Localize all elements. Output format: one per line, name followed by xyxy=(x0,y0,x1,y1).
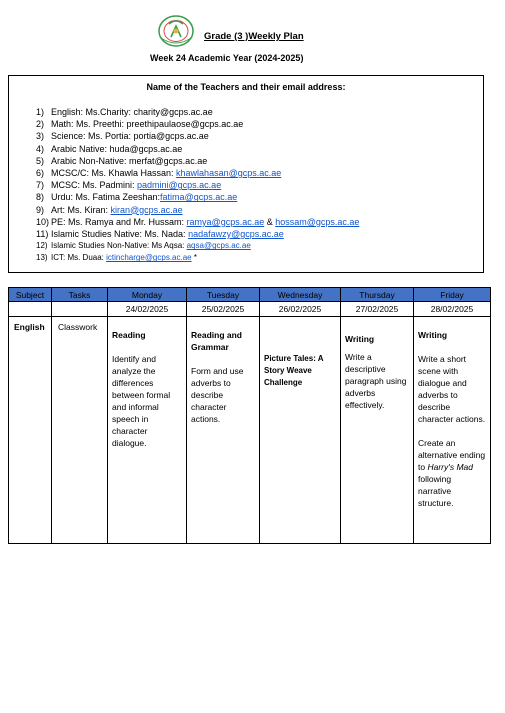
monday-cell xyxy=(108,317,187,544)
tuesday-cell xyxy=(187,317,260,544)
teacher-item-number: 13) xyxy=(36,253,48,263)
teacher-email-link[interactable]: padmini@gcps.ac.ae xyxy=(137,180,222,191)
teacher-email-link[interactable]: ramya@gcps.ac.ae xyxy=(186,216,265,227)
teacher-email-link[interactable]: hossam@gcps.ac.ae xyxy=(275,216,360,227)
friday-text-2 xyxy=(418,437,486,509)
teacher-item-text: Islamic Studies Native: Ms. Nada: xyxy=(51,229,189,240)
date-empty xyxy=(9,302,52,317)
friday-heading: Writing xyxy=(418,330,448,340)
teacher-item-number: 2) xyxy=(36,119,45,130)
teacher-item-number: 8) xyxy=(36,192,45,203)
teacher-item xyxy=(36,179,359,191)
subject-cell: English xyxy=(9,317,52,544)
thursday-heading: Writing xyxy=(345,334,375,344)
school-logo xyxy=(152,14,200,48)
teacher-item-text: PE: Ms. Ramya and Mr. Hussam: xyxy=(51,216,187,227)
teacher-item-text: Science: Ms. Portia: portia@gcps.ac.ae xyxy=(51,131,209,142)
teacher-item xyxy=(36,130,359,142)
teacher-item xyxy=(36,143,359,155)
teacher-item xyxy=(36,106,359,118)
teacher-item xyxy=(36,240,359,252)
teacher-item-text: Arabic Native: huda@gcps.ac.ae xyxy=(51,143,183,154)
header-row xyxy=(9,288,491,302)
teacher-item xyxy=(36,216,359,228)
teachers-heading: Name of the Teachers and their email address: xyxy=(146,82,346,92)
teachers-list xyxy=(36,106,359,265)
teacher-item-text: ICT: Ms. Duaa: xyxy=(51,253,107,263)
col-wednesday: Wednesday xyxy=(260,288,341,302)
friday-book-title: Harry's Mad xyxy=(427,462,473,472)
teacher-item xyxy=(36,118,359,130)
monday-heading: Reading xyxy=(112,330,146,340)
teachers-box xyxy=(8,75,484,273)
teacher-item-number: 9) xyxy=(36,204,45,215)
thursday-text: Write a descriptive paragraph using adverbs effectively. xyxy=(345,352,407,410)
col-subject: Subject xyxy=(9,288,52,302)
teacher-email-link[interactable]: aqsa@gcps.ac.ae xyxy=(186,241,251,251)
date-thursday: 27/02/2025 xyxy=(341,302,414,317)
col-monday: Monday xyxy=(108,288,187,302)
teacher-item-number: 7) xyxy=(36,180,45,191)
teacher-item-number: 3) xyxy=(36,131,45,142)
teacher-item xyxy=(36,155,359,167)
teacher-item-number: 12) xyxy=(36,241,48,251)
teacher-item-tail: * xyxy=(191,253,197,263)
friday-text-2-pre: Create an alternative ending to xyxy=(418,438,486,472)
task-cell: Classwork xyxy=(52,317,108,544)
teacher-item-text: Islamic Studies Non-Native: Ms Aqsa: xyxy=(51,241,187,251)
monday-text: Identify and analyze the differences between formal and informal speech in character dialogue. xyxy=(112,354,171,448)
teacher-item-text: MCSC: Ms. Padmini: xyxy=(51,180,138,191)
teacher-item xyxy=(36,252,359,264)
teacher-item-number: 1) xyxy=(36,107,45,117)
teacher-item-number: 5) xyxy=(36,155,45,166)
col-friday: Friday xyxy=(414,288,491,302)
teacher-item-number: 11) xyxy=(36,229,49,240)
teacher-item xyxy=(36,228,359,240)
teacher-item-text: Arabic Non-Native: merfat@gcps.ac.ae xyxy=(51,155,208,166)
tuesday-text: Form and use adverbs to describe character actions. xyxy=(191,366,244,424)
col-tuesday: Tuesday xyxy=(187,288,260,302)
wednesday-cell xyxy=(260,317,341,544)
teacher-email-link[interactable]: ictincharge@gcps.ac.ae xyxy=(106,253,192,263)
date-tuesday: 25/02/2025 xyxy=(187,302,260,317)
friday-cell xyxy=(414,317,491,544)
thursday-cell xyxy=(341,317,414,544)
teacher-item-number: 6) xyxy=(36,168,45,179)
tuesday-heading: Reading and Grammar xyxy=(191,330,243,352)
teacher-item xyxy=(36,167,359,179)
dates-row xyxy=(9,302,491,317)
date-empty xyxy=(52,302,108,317)
date-wednesday: 26/02/2025 xyxy=(260,302,341,317)
plan-title: Grade (3 )Weekly Plan xyxy=(204,31,304,42)
teacher-item-text: English: Ms.Charity: charity@gcps.ac.ae xyxy=(51,107,213,117)
teacher-email-link[interactable]: kiran@gcps.ac.ae xyxy=(110,204,183,215)
friday-text-2-post: following narrative structure. xyxy=(418,474,454,508)
teacher-item-separator: & xyxy=(264,216,276,227)
english-row xyxy=(9,317,491,544)
teacher-item-number: 10) xyxy=(36,216,50,227)
teacher-email-link[interactable]: khawlahasan@gcps.ac.ae xyxy=(176,168,282,179)
teacher-email-link[interactable]: fatima@gcps.ac.ae xyxy=(160,192,238,203)
teacher-item xyxy=(36,191,359,203)
friday-text: Write a short scene with dialogue and adverbs to describe character actions. xyxy=(418,354,486,424)
col-tasks: Tasks xyxy=(52,288,108,302)
teacher-item xyxy=(36,204,359,216)
teacher-item-text: Math: Ms. Preethi: preethipaulaose@gcps.ac.ae xyxy=(51,119,244,130)
date-monday: 24/02/2025 xyxy=(108,302,187,317)
teacher-item-text: Art: Ms. Kiran: xyxy=(51,204,111,215)
weekly-plan-table xyxy=(8,287,491,544)
col-thursday: Thursday xyxy=(341,288,414,302)
date-friday: 28/02/2025 xyxy=(414,302,491,317)
teacher-email-link[interactable]: nadafawzy@gcps.ac.ae xyxy=(188,229,284,240)
plan-subtitle: Week 24 Academic Year (2024-2025) xyxy=(150,53,304,63)
teacher-item-number: 4) xyxy=(36,143,45,154)
teacher-item-text: Urdu: Ms. Fatima Zeeshan: xyxy=(51,192,161,203)
wednesday-heading: Picture Tales: A Story Weave Challenge xyxy=(264,354,324,387)
teacher-item-text: MCSC/C: Ms. Khawla Hassan: xyxy=(51,168,177,179)
